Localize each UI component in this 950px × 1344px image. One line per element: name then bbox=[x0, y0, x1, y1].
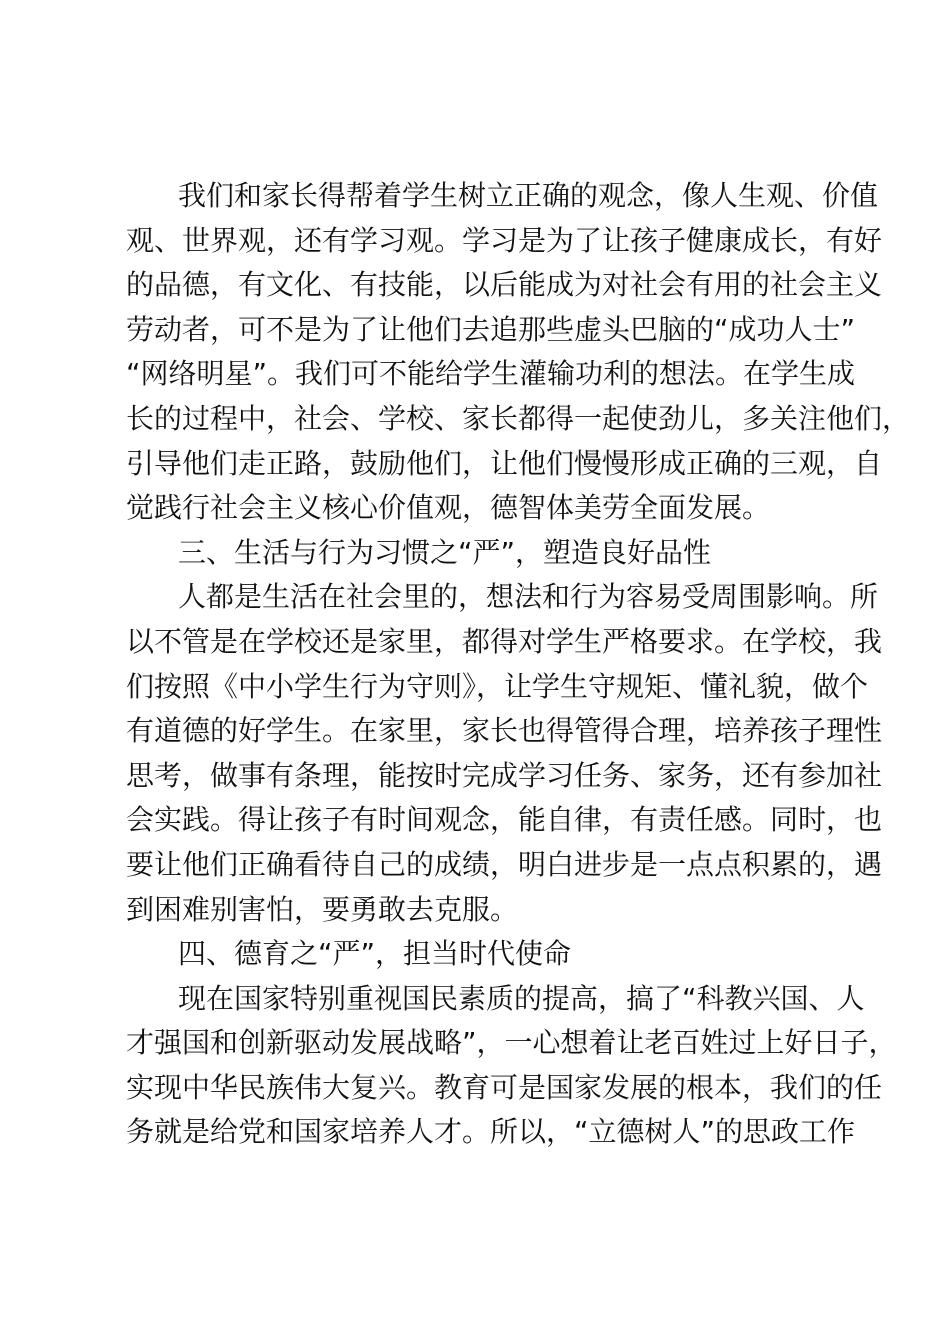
paragraph-1 bbox=[126, 174, 911, 531]
paragraph-line: 以不管是在学校还是家里，都得对学生严格要求。在学校，我 bbox=[126, 624, 883, 658]
section-heading-4: 四、德育之“严”，担当时代使命 bbox=[178, 937, 572, 971]
document-body bbox=[126, 174, 911, 1155]
paragraph-line: 才强国和创新驱动发展战略”，一心想着让老百姓过上好日子， bbox=[126, 1026, 897, 1060]
paragraph-line: 觉践行社会主义核心价值观，德智体美劳全面发展。 bbox=[126, 491, 771, 525]
paragraph-line: 会实践。得让孩子有时间观念，能自律，有责任感。同时，也 bbox=[126, 803, 883, 837]
paragraph-line: 长的过程中，社会、学校、家长都得一起使劲儿，多关注他们， bbox=[126, 401, 911, 435]
paragraph-line: 引导他们走正路，鼓励他们，让他们慢慢形成正确的三观，自 bbox=[126, 446, 883, 480]
paragraph-3 bbox=[126, 977, 897, 1155]
paragraph-line: 们按照《中小学生行为守则》，让学生守规矩、懂礼貌，做个 bbox=[126, 669, 869, 703]
paragraph-line: 思考，做事有条理，能按时完成学习任务、家务，还有参加社 bbox=[126, 758, 883, 792]
paragraph-2 bbox=[126, 575, 883, 932]
paragraph-line: 人都是生活在社会里的，想法和行为容易受周围影响。所 bbox=[178, 580, 879, 614]
paragraph-line: 现在国家特别重视国民素质的提高，搞了“科教兴国、人 bbox=[178, 981, 865, 1015]
paragraph-line: 实现中华民族伟大复兴。教育可是国家发展的根本，我们的任 bbox=[126, 1070, 883, 1104]
paragraph-line: 劳动者，可不是为了让他们去追那些虚头巴脑的“成功人士” bbox=[126, 312, 856, 346]
paragraph-line: 的品德，有文化、有技能，以后能成为对社会有用的社会主义 bbox=[126, 268, 883, 302]
paragraph-line: 到困难别害怕，要勇敢去克服。 bbox=[126, 892, 519, 926]
paragraph-line: 观、世界观，还有学习观。学习是为了让孩子健康成长，有好 bbox=[126, 223, 883, 257]
paragraph-line: 有道德的好学生。在家里，家长也得管得合理，培养孩子理性 bbox=[126, 714, 883, 748]
paragraph-line: 要让他们正确看待自己的成绩，明白进步是一点点积累的，遇 bbox=[126, 847, 883, 881]
paragraph-line: “网络明星”。我们可不能给学生灌输功利的想法。在学生成 bbox=[126, 357, 856, 391]
section-heading-3: 三、生活与行为习惯之“严”，塑造良好品性 bbox=[178, 535, 712, 569]
paragraph-line: 务就是给党和国家培养人才。所以，“立德树人”的思政工作 bbox=[126, 1115, 856, 1149]
paragraph-line: 我们和家长得帮着学生树立正确的观念，像人生观、价值 bbox=[178, 179, 879, 212]
